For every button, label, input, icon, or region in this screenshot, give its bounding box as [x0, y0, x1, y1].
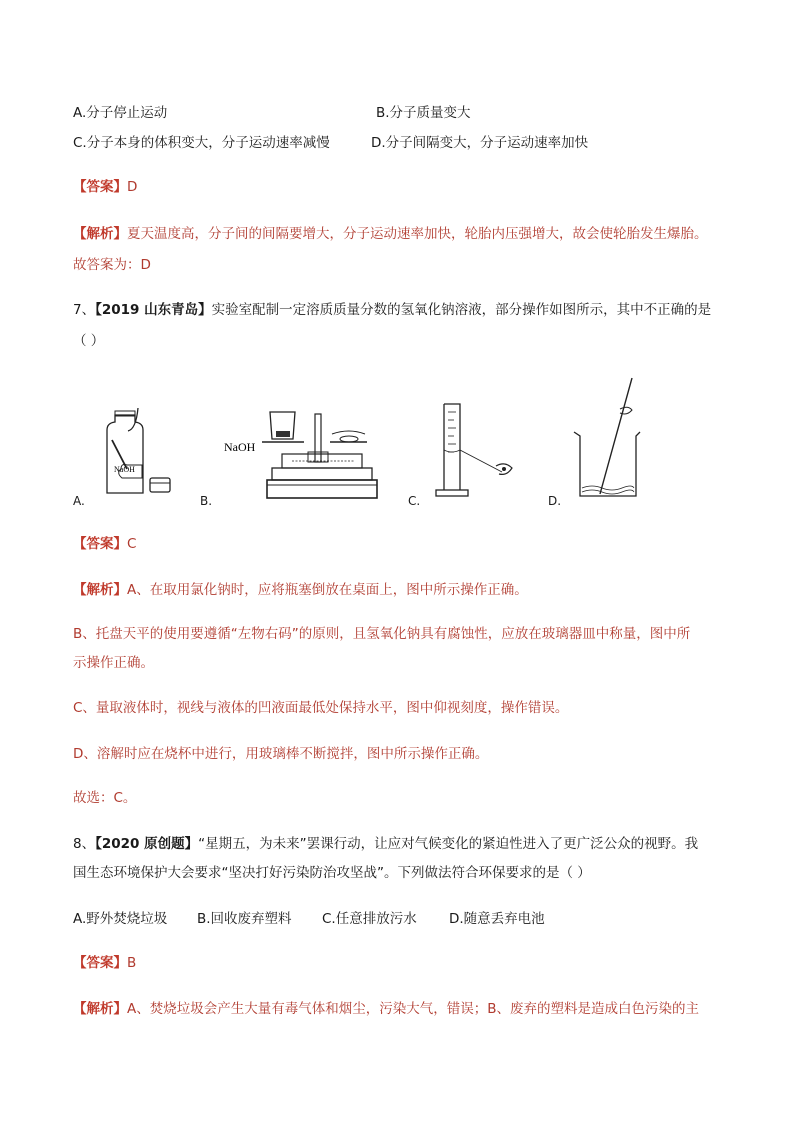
- answer-value: C: [127, 536, 137, 552]
- q7-stem: [73, 301, 711, 319]
- q6-option-a: A.分子停止运动: [73, 105, 168, 121]
- q8-source: 【2020 原创题】: [95, 836, 199, 852]
- analysis-tag: 【解析】: [73, 582, 127, 598]
- q7-blank: （ ）: [73, 333, 105, 349]
- q6-analysis: [73, 225, 708, 243]
- analysis-text: A、在取用氯化钠时，应将瓶塞倒放在桌面上，图中所示操作正确。: [127, 582, 528, 598]
- q7-conclusion: 故选：C。: [73, 790, 137, 806]
- q8-option-d: D.随意丢弃电池: [449, 911, 545, 927]
- figure-c-graduated-cylinder: [430, 400, 530, 502]
- q7-analysis-d: D、溶解时应在烧杯中进行，用玻璃棒不断搅拌，图中所示操作正确。: [73, 746, 489, 762]
- q8-analysis: [73, 1000, 699, 1018]
- answer-value: B: [127, 955, 137, 971]
- analysis-text: 夏天温度高，分子间的间隔要增大，分子运动速率加快，轮胎内压强增大，故会使轮胎发生爆胎。: [127, 226, 708, 242]
- q6-option-d: D.分子间隔变大，分子运动速率加快: [371, 135, 589, 151]
- figure-b-naoh-label: NaOH: [224, 440, 256, 454]
- q6-conclusion: 故答案为：D: [73, 257, 151, 273]
- q7-analysis-b-line2: 示操作正确。: [73, 655, 154, 671]
- q8-option-c: C.任意排放污水: [322, 911, 417, 927]
- q8-option-b: B.回收废弃塑料: [197, 911, 292, 927]
- q8-option-a: A.野外焚烧垃圾: [73, 911, 168, 927]
- q8-stem-line2: 国生态环境保护大会要求“坚决打好污染防治攻坚战”。下列做法符合环保要求的是（ ）: [73, 865, 591, 881]
- figure-b-label: B.: [200, 494, 213, 508]
- q8-answer: [73, 954, 136, 972]
- q7-source: 【2019 山东青岛】: [95, 302, 212, 318]
- answer-value: D: [127, 179, 138, 195]
- figure-a-label: A.: [73, 494, 85, 508]
- q8-stem-line1: [73, 835, 698, 853]
- figure-b-balance: [222, 402, 382, 502]
- q6-option-b: B.分子质量变大: [376, 105, 471, 121]
- q6-option-c: C.分子本身的体积变大，分子运动速率减慢: [73, 135, 330, 151]
- q7-stem-text: 实验室配制一定溶质质量分数的氢氧化钠溶液，部分操作如图所示，其中不正确的是: [211, 302, 712, 318]
- analysis-text: A、焚烧垃圾会产生大量有毒气体和烟尘，污染大气，错误；B、废弃的塑料是造成白色污染的主: [127, 1001, 699, 1017]
- q7-analysis-b-line1: B、托盘天平的使用要遵循“左物右码”的原则，且氢氧化钠具有腐蚀性，应放在玻璃器皿中称量，图中所: [73, 626, 691, 642]
- q8-stem-text: “星期五，为未来”罢课行动，让应对气候变化的紧迫性进入了更广泛公众的视野。我: [198, 836, 699, 852]
- figure-c-label: C.: [408, 494, 421, 508]
- answer-tag: 【答案】: [73, 955, 127, 971]
- figure-d-label: D.: [548, 494, 562, 508]
- q6-answer: [73, 178, 137, 196]
- q7-analysis-a: [73, 581, 528, 599]
- analysis-tag: 【解析】: [73, 226, 127, 242]
- figure-d-beaker: [570, 374, 650, 502]
- answer-tag: 【答案】: [73, 536, 127, 552]
- figure-a-naoh-label: NaOH: [114, 465, 135, 474]
- q7-analysis-c: C、量取液体时，视线与液体的凹液面最低处保持水平，图中仰视刻度，操作错误。: [73, 700, 569, 716]
- analysis-tag: 【解析】: [73, 1001, 127, 1017]
- q8-number: 8、: [73, 836, 96, 852]
- answer-tag: 【答案】: [73, 179, 127, 195]
- figure-a-reagent-bottle: [95, 403, 175, 498]
- q7-number: 7、: [73, 302, 96, 318]
- q7-answer: [73, 535, 136, 553]
